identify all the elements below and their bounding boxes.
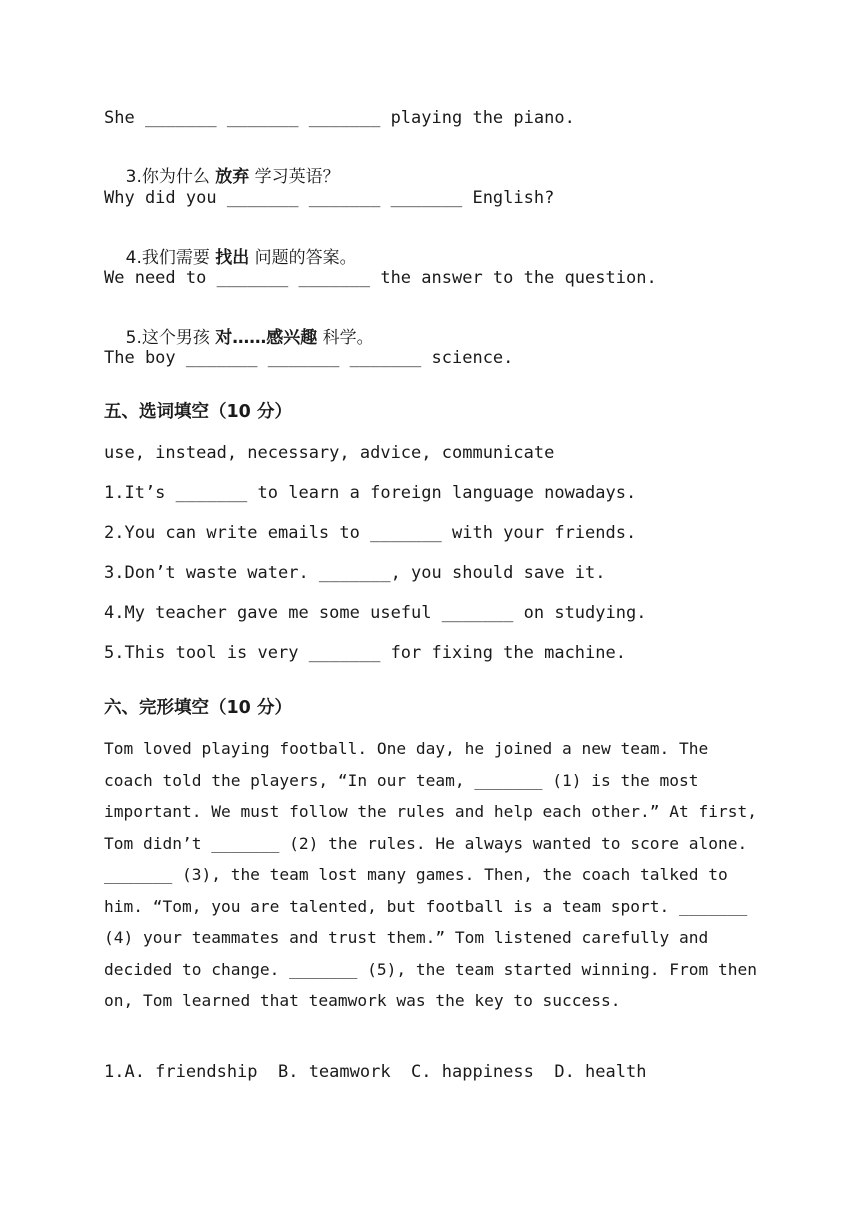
fill-item-2: 2.You can write emails to _______ with your friends.	[104, 523, 637, 543]
fill-item-4: 4.My teacher gave me some useful _______ on studying.	[104, 603, 647, 623]
question-text-post: 科学。	[317, 328, 374, 348]
cloze-passage: Tom loved playing football. One day, he joined a new team. The coach told the players, “In our team, _______ (1) is the most important. We must follow the rules and help each other.” At first, Tom didn’t _______ (2) the rules. He always wanted to score alone. _______ (3), the team lost many games. Then, the coach talked to him. “Tom, you are talented, but football is a team sport. _______ (4) your teammates and trust them.” Tom listened carefully and decided to change. _______ (5), the team started winning. From then on, Tom learned that teamwork was the key to success.	[104, 739, 757, 1010]
sentence-she: She _______ _______ _______ playing the piano.	[104, 108, 575, 128]
question-number: 3.	[125, 167, 142, 187]
fill-item-1: 1.It’s _______ to learn a foreign language nowadays.	[104, 483, 637, 503]
section-6-heading: 六、完形填空（10 分）	[104, 698, 292, 718]
question-5-english: The boy _______ _______ _______ science.	[104, 348, 514, 368]
fill-item-5: 5.This tool is very _______ for fixing the machine.	[104, 643, 626, 663]
cloze-option-1: 1.A. friendship B. teamwork C. happiness D. health	[104, 1062, 647, 1082]
key-phrase: 对……感兴趣	[215, 328, 318, 348]
section-5-heading: 五、选词填空（10 分）	[104, 402, 292, 422]
question-text-pre: 你为什么	[141, 167, 216, 187]
question-3-english: Why did you _______ _______ _______ English?	[104, 188, 555, 208]
question-text-pre: 这个男孩	[141, 328, 216, 348]
question-4-english: We need to _______ _______ the answer to the question.	[104, 268, 657, 288]
question-number: 5.	[125, 328, 142, 348]
question-text-pre: 我们需要	[141, 248, 216, 268]
fill-item-3: 3.Don’t waste water. _______, you should save it.	[104, 563, 606, 583]
key-phrase: 找出	[215, 248, 250, 268]
key-phrase: 放弃	[215, 167, 250, 187]
question-text-post: 问题的答案。	[249, 248, 357, 268]
question-number: 4.	[125, 248, 142, 268]
word-bank: use, instead, necessary, advice, communicate	[104, 443, 555, 463]
question-text-post: 学习英语？	[249, 167, 340, 187]
